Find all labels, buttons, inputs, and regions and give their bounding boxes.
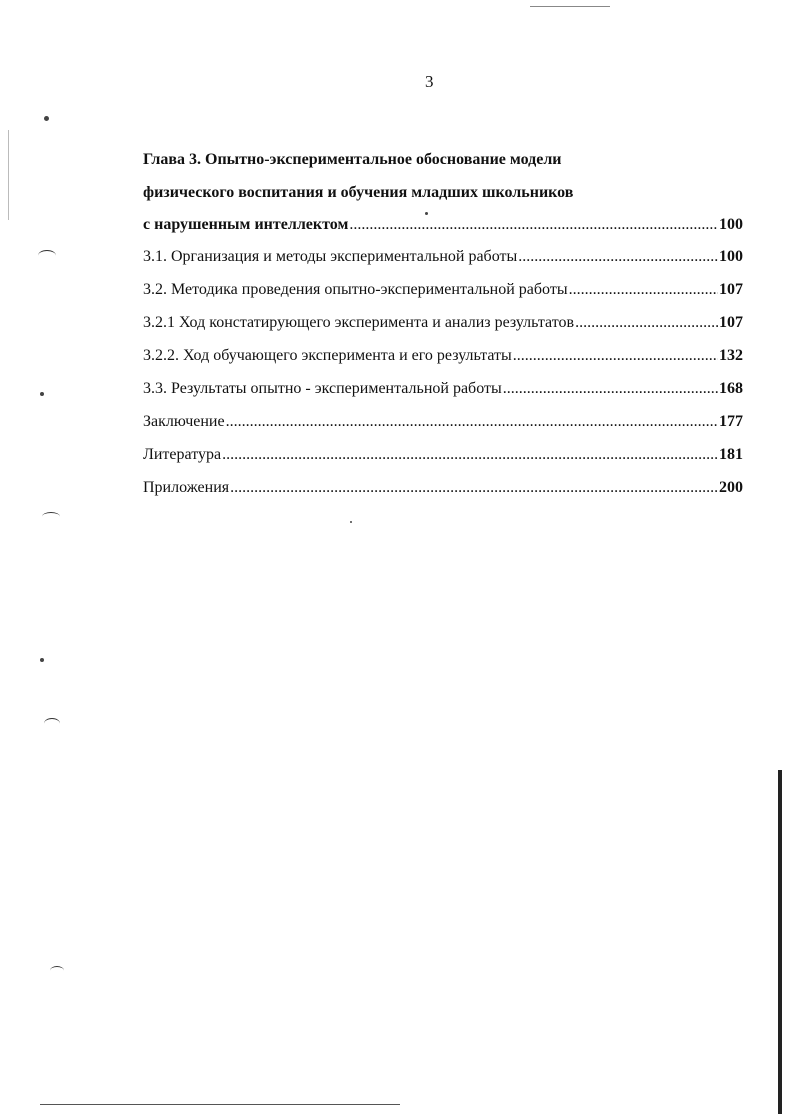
dot-leader bbox=[230, 478, 718, 498]
page-number: 3 bbox=[425, 72, 434, 91]
scan-artifact-speck bbox=[44, 116, 49, 121]
toc-entry-page: 132 bbox=[719, 347, 743, 364]
table-of-contents bbox=[143, 150, 743, 498]
toc-entry-title: 3.3. Результаты опытно - экспериментальной работы bbox=[143, 380, 502, 397]
dot-leader bbox=[518, 247, 718, 267]
toc-entry bbox=[143, 379, 743, 399]
dot-leader bbox=[513, 346, 718, 366]
toc-entry-chapter-3 bbox=[143, 215, 743, 235]
toc-entry-page: 200 bbox=[719, 479, 743, 496]
scan-artifact-speck bbox=[350, 521, 352, 523]
toc-entry-title: 3.2. Методика проведения опытно-экспериментальной работы bbox=[143, 281, 568, 298]
scan-artifact-speck bbox=[425, 212, 428, 215]
toc-entry bbox=[143, 247, 743, 267]
toc-entry bbox=[143, 445, 743, 465]
dot-leader bbox=[575, 313, 718, 333]
dot-leader bbox=[226, 412, 718, 432]
toc-entry-page: 177 bbox=[719, 413, 743, 430]
scan-artifact-arc bbox=[44, 718, 60, 729]
toc-entry bbox=[143, 313, 743, 333]
toc-entry bbox=[143, 478, 743, 498]
toc-entry-title: Литература bbox=[143, 446, 222, 463]
dot-leader bbox=[503, 379, 718, 399]
dot-leader bbox=[222, 445, 718, 465]
scan-artifact-speck bbox=[40, 392, 44, 396]
toc-entry-page: 181 bbox=[719, 446, 743, 463]
toc-entry-page: 168 bbox=[719, 380, 743, 397]
toc-entry-title: 3.1. Организация и методы экспериментальной работы bbox=[143, 248, 518, 265]
scan-artifact-speck bbox=[40, 658, 44, 662]
toc-entry bbox=[143, 412, 743, 432]
scan-artifact-arc bbox=[50, 966, 64, 975]
dot-leader bbox=[569, 280, 718, 300]
toc-entry-page: 100 bbox=[719, 248, 743, 265]
toc-entry-title: с нарушенным интеллектом bbox=[143, 216, 349, 233]
scan-artifact-arc bbox=[38, 250, 56, 261]
scan-artifact-line bbox=[40, 1104, 400, 1105]
toc-entry-title: Заключение bbox=[143, 413, 225, 430]
toc-entry-page: 107 bbox=[719, 281, 743, 298]
scan-artifact-line bbox=[8, 130, 9, 220]
dot-leader bbox=[349, 215, 718, 235]
scan-artifact-arc bbox=[42, 512, 60, 521]
toc-entry-title: 3.2.2. Ход обучающего эксперимента и его результаты bbox=[143, 347, 512, 364]
toc-entry bbox=[143, 346, 743, 366]
toc-entry bbox=[143, 280, 743, 300]
toc-entry-title: 3.2.1 Ход констатирующего эксперимента и анализ результатов bbox=[143, 314, 575, 331]
toc-entry-page: 100 bbox=[719, 216, 743, 233]
chapter-title-line-2: физического воспитания и обучения младших школьников bbox=[143, 184, 574, 201]
toc-entry-page: 107 bbox=[719, 314, 743, 331]
scan-edge-shadow bbox=[778, 770, 782, 1114]
toc-entry-title: Приложения bbox=[143, 479, 230, 496]
scan-artifact-line bbox=[530, 6, 610, 7]
chapter-title-line-1: Глава 3. Опытно-экспериментальное обоснование модели bbox=[143, 151, 562, 168]
